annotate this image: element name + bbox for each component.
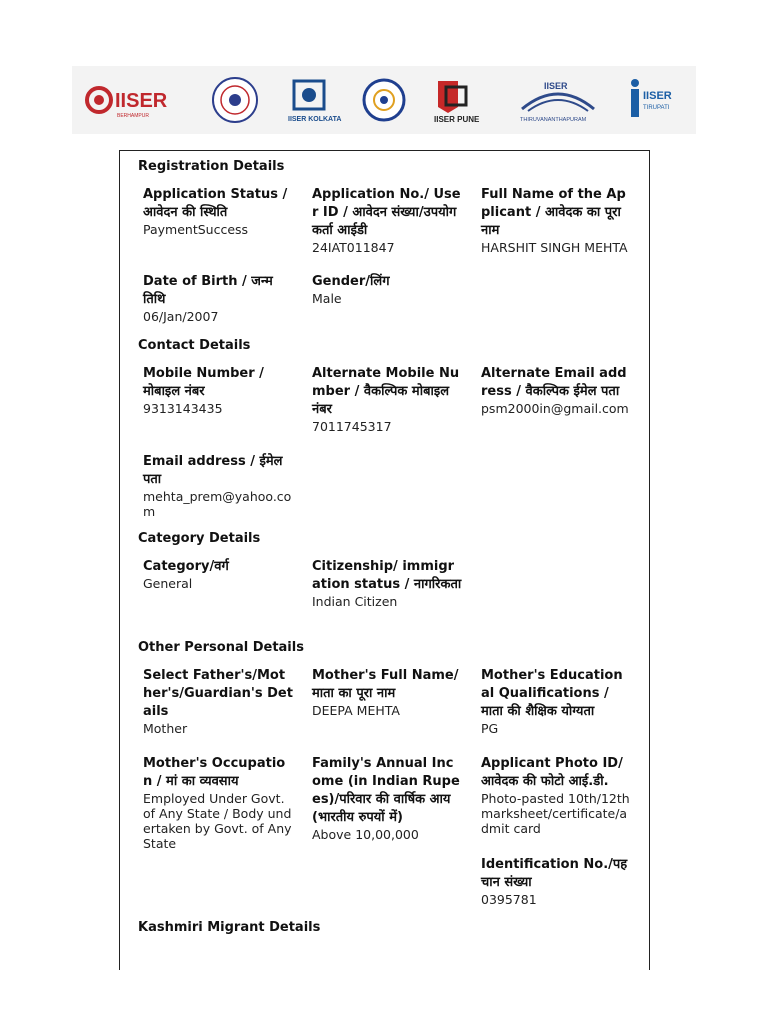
field-alternate-email (481, 365, 631, 416)
field-date-of-birth (143, 273, 293, 324)
logo-iiser-berhampur (85, 70, 185, 130)
field-label: Gender/लिंग (312, 274, 390, 289)
logo-iiser-thiruvananthapuram (518, 70, 598, 130)
logo-strip (72, 66, 696, 134)
svg-text:IISER KOLKATA: IISER KOLKATA (287, 116, 341, 123)
field-gender (312, 273, 462, 306)
field-guardian-select (143, 667, 293, 736)
svg-text:THIRUVANANTHAPURAM: THIRUVANANTHAPURAM (519, 117, 587, 123)
field-label: Alternate Mobile Number / वैकल्पिक मोबाइल नंबर (312, 366, 460, 417)
field-value: Employed Under Govt. of Any State / Body undertaken by Govt. of Any State (143, 791, 292, 851)
field-value: Male (312, 291, 342, 306)
field-value: 0395781 (481, 892, 537, 907)
logo-iiser-tirupati (623, 70, 683, 130)
field-label: Date of Birth / जन्म तिथि (143, 274, 273, 307)
field-label: Mother's Occupation / मां का व्यवसाय (143, 756, 286, 789)
field-value: Photo-pasted 10th/12th marksheet/certificate/admit card (481, 791, 630, 836)
field-label: Category/वर्ग (143, 559, 229, 574)
field-value: Mother (143, 721, 188, 736)
field-value: General (143, 576, 193, 591)
field-annual-income (312, 755, 462, 842)
field-category (143, 558, 293, 591)
field-label: Identification No./पहचान संख्या (481, 857, 628, 890)
section-registration-title: Registration Details (138, 159, 285, 174)
field-value: psm2000in@gmail.com (481, 401, 629, 416)
section-other-title: Other Personal Details (138, 640, 304, 655)
svg-text:IISER: IISER (643, 90, 672, 102)
field-value: mehta_prem@yahoo.com (143, 489, 292, 519)
logo-iiser-bhopal (210, 70, 260, 130)
field-value: Indian Citizen (312, 594, 398, 609)
svg-text:IISER PUNE: IISER PUNE (434, 115, 480, 124)
field-mother-occupation (143, 755, 293, 851)
logo-iiser-kolkata (286, 70, 341, 130)
field-label: Email address / ईमेल पता (143, 454, 283, 487)
field-value: 06/Jan/2007 (143, 309, 219, 324)
field-label: Family's Annual Income (in Indian Rupees)/परिवार की वार्षिक आय (भारतीय रुपयों में) (312, 756, 460, 825)
field-label: Alternate Email address / वैकल्पिक ईमेल पता (481, 366, 627, 399)
field-application-status (143, 186, 293, 237)
field-label: Application Status / आवेदन की स्थिति (143, 187, 288, 220)
field-photo-id (481, 755, 631, 836)
field-email (143, 453, 293, 519)
logo-iiser-pune (432, 70, 492, 130)
field-alternate-mobile (312, 365, 462, 434)
logo-text: IISER (114, 90, 167, 112)
field-label: Application No./ User ID / आवेदन संख्या/उपयोगकर्ता आईडी (312, 187, 461, 238)
field-value: PaymentSuccess (143, 222, 249, 237)
field-mother-name (312, 667, 462, 718)
section-category-title: Category Details (138, 531, 261, 546)
field-label: Select Father's/Mother's/Guardian's Details (143, 668, 293, 719)
field-value: Above 10,00,000 (312, 827, 419, 842)
field-mother-education (481, 667, 631, 736)
field-value: DEEPA MEHTA (312, 703, 400, 718)
field-label: Mother's Full Name/ माता का पूरा नाम (312, 668, 459, 701)
section-contact-title: Contact Details (138, 338, 251, 353)
field-application-no (312, 186, 462, 255)
field-value: HARSHIT SINGH MEHTA (481, 240, 628, 255)
field-label: Applicant Photo ID/ आवेदक की फोटो आई.डी. (481, 756, 623, 789)
field-identification-no (481, 856, 631, 907)
field-label: Mobile Number / मोबाइल नंबर (143, 366, 264, 399)
field-full-name (481, 186, 631, 255)
svg-text:TIRUPATI: TIRUPATI (643, 105, 670, 111)
logo-iiser-mohali (361, 70, 407, 130)
field-label: Mother's Educational Qualifications / माता की शैक्षिक योग्यता (481, 668, 623, 719)
field-label: Citizenship/ immigration status / नागरिकता (312, 559, 462, 592)
field-value: 9313143435 (143, 401, 223, 416)
field-label: Full Name of the Applicant / आवेदक का पूरा नाम (481, 187, 626, 238)
field-mobile (143, 365, 293, 416)
svg-text:BERHAMPUR: BERHAMPUR (116, 113, 149, 119)
field-value: 7011745317 (312, 419, 392, 434)
field-value: PG (481, 721, 499, 736)
field-value: 24IAT011847 (312, 240, 395, 255)
svg-text:IISER: IISER (543, 81, 568, 91)
section-kashmiri-title: Kashmiri Migrant Details (138, 920, 321, 935)
field-citizenship (312, 558, 462, 609)
